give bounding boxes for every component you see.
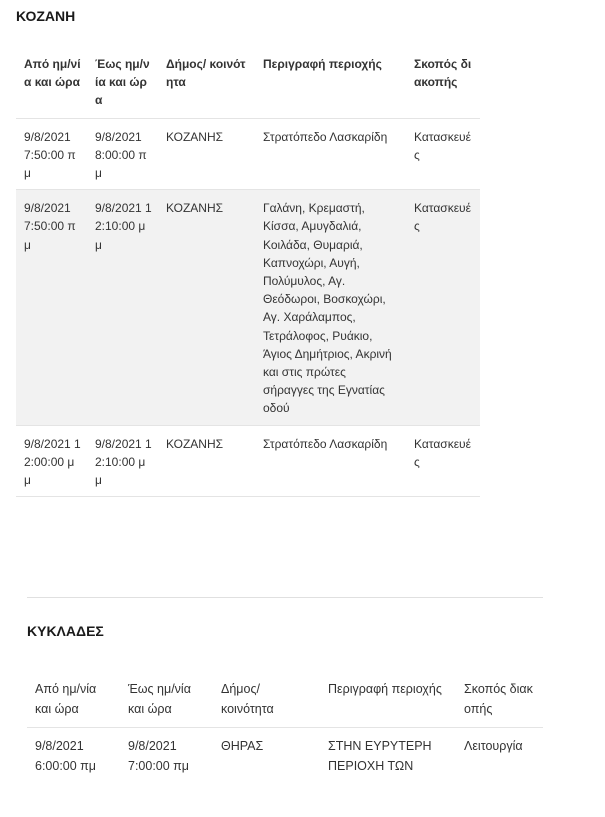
col-header-from: Από ημ/νία και ώρα xyxy=(24,57,81,90)
col-header-municipality: Δήμος/ κοινότητα xyxy=(166,57,246,90)
region-title-kozani: ΚΟΖΑΝΗ xyxy=(16,8,76,24)
cell-to: 9/8/2021 12:10:00 μμ xyxy=(95,436,152,488)
col-header-purpose: Σκοπός διακοπής xyxy=(414,57,472,90)
col-header-purpose: Σκοπός διακοπής xyxy=(464,682,533,716)
outage-table-kyklades xyxy=(27,668,543,782)
col-header-area: Περιγραφή περιοχής xyxy=(263,57,382,71)
table-header-row xyxy=(16,40,480,118)
col-header-area: Περιγραφή περιοχής xyxy=(328,682,442,696)
cell-to: 9/8/2021 12:10:00 μμ xyxy=(95,201,152,252)
col-header-to: Έως ημ/νία και ώρα xyxy=(95,57,150,108)
cell-from: 9/8/2021 12:00:00 μμ xyxy=(24,436,81,488)
cell-municipality: ΚΟΖΑΝΗΣ xyxy=(166,201,224,216)
cell-area: ΣΤΗΝ ΕΥΡΥΤΕΡΗ ΠΕΡΙΟΧΗ ΤΩΝ xyxy=(328,739,432,773)
cell-municipality: ΚΟΖΑΝΗΣ xyxy=(166,436,224,451)
region-title-kyklades: ΚΥΚΛΑΔΕΣ xyxy=(27,623,104,639)
cell-from: 9/8/2021 7:50:00 πμ xyxy=(24,129,76,181)
cell-municipality: ΘΗΡΑΣ xyxy=(221,739,264,753)
cell-from: 9/8/2021 7:50:00 πμ xyxy=(24,201,76,252)
outage-table-kozani xyxy=(16,40,480,497)
cell-from: 9/8/2021 6:00:00 πμ xyxy=(35,739,97,773)
cell-area: Στρατόπεδο Λασκαρίδη xyxy=(263,129,388,144)
col-header-from: Από ημ/νία και ώρα xyxy=(35,682,97,716)
cell-area: Στρατόπεδο Λασκαρίδη xyxy=(263,436,388,451)
section-divider xyxy=(27,597,543,598)
cell-area: Γαλάνη, Κρεμαστή, Κίσσα, Αμυγδαλιά, Κοιλάδα, Θυμαριά, Καπνοχώρι, Αυγή, Πολύμυλος, Αγ. Θεόδωροι, Βοσκοχώρι, Αγ. Χαράλαμπος, Τετράλοφος, Ρυάκιο, Άγιος Δημήτριος, Ακρινή και στις πρώτες σήραγγες της Εγνατίας οδού xyxy=(263,201,392,416)
cell-municipality: ΚΟΖΑΝΗΣ xyxy=(166,129,224,144)
table-row xyxy=(16,118,480,190)
cell-to: 9/8/2021 7:00:00 πμ xyxy=(128,739,190,773)
cell-purpose: Κατασκευές xyxy=(414,436,471,469)
table-row xyxy=(16,425,480,497)
cell-purpose: Λειτουργία xyxy=(464,739,523,753)
col-header-municipality: Δήμος/ κοινότητα xyxy=(221,682,274,716)
table-header-row xyxy=(27,668,543,728)
cell-to: 9/8/2021 8:00:00 πμ xyxy=(95,129,147,181)
table-row xyxy=(27,728,543,783)
col-header-to: Έως ημ/νία και ώρα xyxy=(128,682,191,716)
cell-purpose: Κατασκευές xyxy=(414,129,471,162)
cell-purpose: Κατασκευές xyxy=(414,201,471,234)
table-row xyxy=(16,190,480,425)
